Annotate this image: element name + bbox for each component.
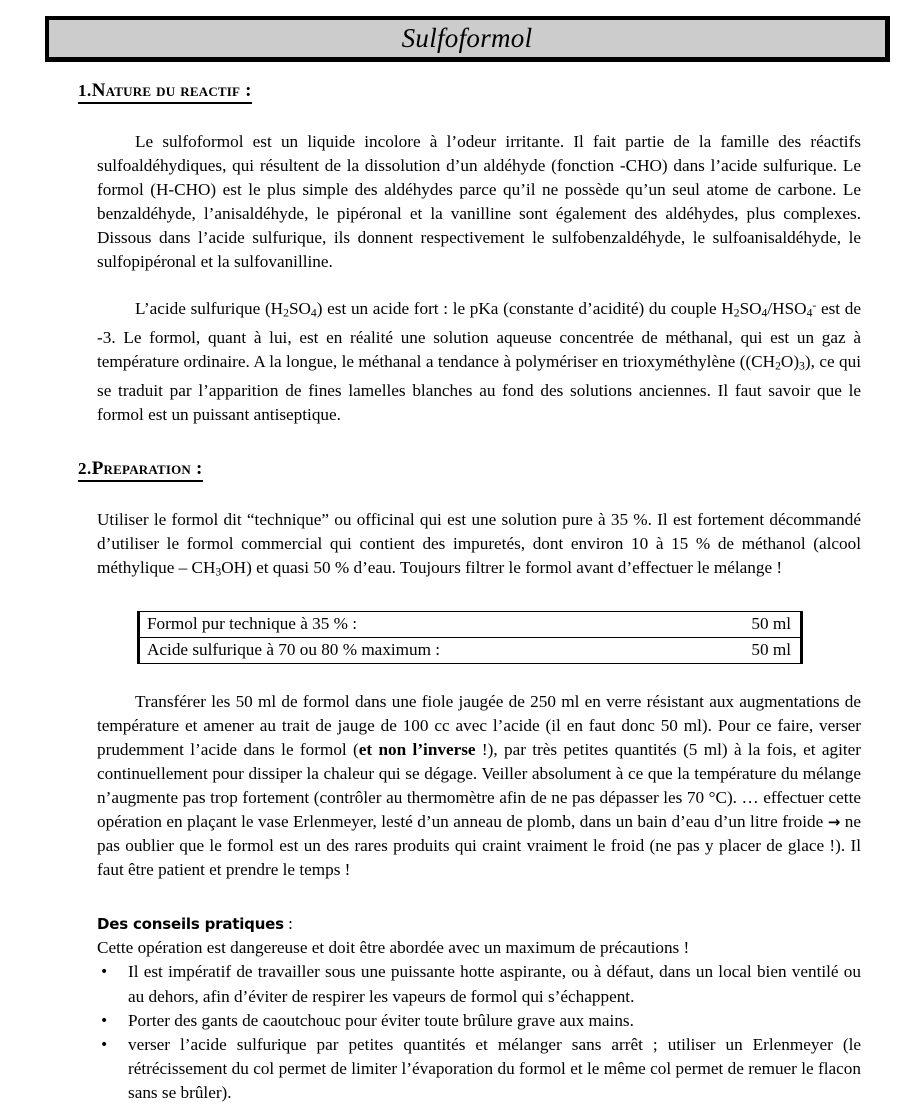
text-fragment: OH) et quasi 50 % d’eau. Toujours filtrer le formol avant d’effectuer le mélange !: [221, 557, 783, 577]
document-title-banner: [45, 16, 890, 62]
page-title: Sulfoformol: [401, 23, 533, 53]
tips-list: [97, 960, 861, 1105]
text-fragment: /HSO: [767, 299, 807, 319]
text-fragment: ne pas oublier que le formol est un des rares produits qui craint vraiment le froid (ne pas y placer de glace !). Il faut être patient et prendre le temps !: [97, 812, 861, 880]
list-item-text: Porter des gants de caoutchouc pour éviter toute brûlure grave aux mains.: [128, 1010, 634, 1030]
bullet-icon: •: [100, 1036, 109, 1053]
spacer: [0, 427, 900, 458]
section-2-title: Preparation :: [91, 457, 203, 479]
tips-colon: :: [283, 914, 293, 934]
superscript: -: [812, 299, 817, 313]
text-fragment: L’acide sulfurique (H: [135, 299, 284, 319]
section-2-intro-paragraph: [97, 508, 861, 585]
spacer: [0, 664, 900, 690]
text-fragment: SO: [739, 299, 762, 319]
subscript: 4: [310, 306, 317, 320]
section-2-heading-wrap: [0, 458, 900, 482]
text-fragment: ) est un acide fort : le pKa (constante d’acidité) du couple H: [316, 299, 734, 319]
table-row: [139, 637, 802, 663]
ingredient-name: Formol pur technique à 35 % :: [139, 611, 698, 637]
subscript: 4: [806, 306, 813, 320]
right-arrow-icon: →: [827, 813, 841, 832]
section-heading-2: [78, 458, 203, 482]
subscript: 3: [215, 565, 222, 579]
section-1-title: Nature du reactif :: [91, 80, 252, 101]
section-heading-1: [78, 80, 252, 104]
text-fragment: Utiliser le formol dit “technique” ou officinal qui est une solution pure à 35 %. Il est fortement décommandé d’utiliser le formol commercial qui contient des impuretés, dont environ 10 à 15 % de méthanol (alcool méthylique – CH: [97, 509, 861, 577]
spacer: [0, 585, 900, 611]
text-fragment: O): [780, 352, 800, 372]
list-item: [97, 960, 861, 1008]
list-item: [97, 1009, 861, 1033]
subscript: 2: [283, 306, 289, 320]
subscript: 2: [775, 359, 781, 373]
spacer: [0, 274, 900, 294]
section-1-paragraph-1: Le sulfoformol est un liquide incolore à l’odeur irritante. Il fait partie de la famille des réactifs sulfoaldéhydiques, qui résultent de la dissolution d’un aldéhyde (fonction -CHO) dans l’acide sulfurique. Le formol (H-CHO) est le plus simple des aldéhydes parce qu’il ne possède qu’un seul atome de carbone. Le benzaldéhyde, l’anisaldéhyde, le pipéronal et la vanilline sont également des aldéhydes, plus complexes. Dissous dans l’acide sulfurique, ils donnent respectivement le sulfobenzaldéhyde, le sulfoanisaldéhyde, le sulfopipéronal et la sulfovanilline.: [97, 131, 861, 272]
document-body: [0, 80, 900, 1105]
bullet-icon: •: [100, 1012, 109, 1029]
section-2-number: 2.: [78, 458, 92, 478]
table-row: [139, 611, 802, 637]
tips-lead-text: Cette opération est dangereuse et doit être abordée avec un maximum de précautions !: [97, 938, 690, 958]
spacer: [0, 104, 900, 130]
section-1-number: 1.: [78, 81, 92, 100]
list-item-text: verser l’acide sulfurique par petites quantités et mélanger sans arrêt ; utiliser un Erlenmeyer (le rétrécissement du col permet de limiter l’évaporation du formol et le même col permet de remuer le flacon sans se brûler).: [128, 1034, 861, 1102]
section-1-paragraph-2: [97, 294, 861, 427]
subscript: 3: [799, 359, 805, 373]
section-2-procedure-paragraph: [97, 690, 861, 883]
ingredients-table-body: [139, 611, 802, 663]
text-fragment: est de -3. Le formol, quant à lui, est en réalité une solution aqueuse concentrée de méthanal, qui est un gaz à température ordinaire. A la longue, le méthanal a tendance à polymériser en trioxyméthylène ((CH: [97, 299, 861, 372]
spacer: [0, 482, 900, 508]
text-fragment: SO: [288, 299, 311, 319]
emphasis-text: et non l’inverse: [358, 739, 476, 759]
ingredients-table: [137, 611, 803, 664]
list-item-text: Il est impératif de travailler sous une puissante hotte aspirante, ou à défaut, dans un local bien ventilé ou au dehors, afin d’éviter de respirer les vapeurs de formol qui s’échappent.: [128, 962, 861, 1006]
subscript: 2: [733, 306, 740, 320]
text-fragment: ), ce qui se traduit par l’apparition de fines lamelles blanches au fond des solutions anciennes. Il faut savoir que le formol est un puissant antiseptique.: [97, 352, 861, 424]
text-fragment: Transférer les 50 ml de formol dans une fiole jaugée de 250 ml en verre résistant aux augmentations de température et amener au trait de jauge de 100 cc avec l’acide (il en faut donc 50 ml). Pour ce faire, verser prudemment l’acide dans le formol (: [97, 691, 861, 759]
bullet-icon: •: [100, 964, 109, 981]
subscript: 4: [761, 306, 768, 320]
text-fragment: !), par très petites quantités (5 ml) à la fois, et agiter continuellement pour dissiper la chaleur qui se dégage. Veiller absolument à ce que la température du mélange n’augmente pas trop fortement (contrôler au thermomètre afin de ne pas dépasser les 70 °C). … effectuer cette opération en plaçant le vase Erlenmeyer, lesté d’un anneau de plomb, dans un bain d’eau d’un litre froide: [97, 739, 861, 832]
section-1-heading-wrap: [0, 80, 900, 104]
ingredient-name: Acide sulfurique à 70 ou 80 % maximum :: [139, 637, 698, 663]
ingredient-quantity: 50 ml: [698, 611, 802, 637]
tips-heading: [97, 913, 900, 936]
ingredient-quantity: 50 ml: [698, 637, 802, 663]
spacer: [0, 882, 900, 913]
list-item: [97, 1033, 861, 1105]
tips-label: Des conseils pratiques: [97, 915, 284, 934]
